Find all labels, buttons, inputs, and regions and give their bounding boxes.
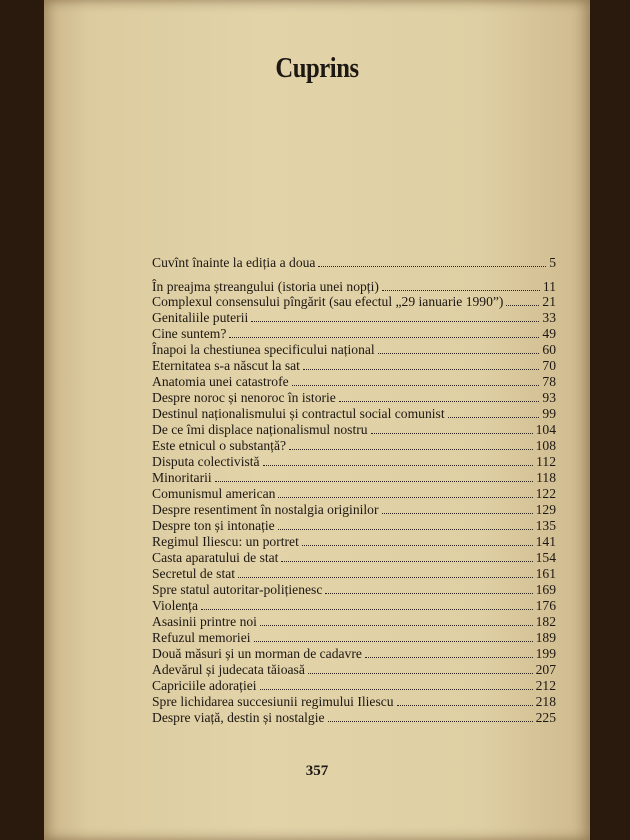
toc-leader-dots — [382, 503, 533, 514]
toc-leader-dots — [289, 439, 533, 450]
toc-leader-dots — [215, 471, 533, 482]
toc-entry — [152, 326, 556, 342]
toc-entry — [152, 550, 556, 566]
page-title: Cuprins — [275, 52, 359, 84]
toc-leader-dots — [302, 535, 533, 546]
toc-leader-dots — [339, 391, 540, 402]
toc-entry — [152, 582, 556, 598]
toc-entry — [152, 678, 556, 694]
toc-entry-title: Regimul Iliescu: un portret — [152, 534, 299, 549]
toc-leader-dots — [328, 711, 533, 722]
toc-leader-dots — [371, 423, 533, 434]
toc-entry-title: Violența — [152, 598, 198, 613]
toc-entry-page: 135 — [535, 518, 556, 533]
toc-entry-page: 182 — [535, 614, 556, 629]
toc-entry — [152, 255, 556, 271]
toc-entry-title: Minoritarii — [152, 470, 212, 485]
toc-entry-title: Asasinii printre noi — [152, 614, 257, 629]
toc-entry-page: 5 — [549, 255, 556, 270]
toc-leader-dots — [397, 695, 533, 706]
toc-leader-dots — [448, 407, 540, 418]
toc-entry-page: 78 — [542, 374, 556, 389]
toc-leader-dots — [201, 599, 533, 610]
toc-entry-page: 218 — [535, 694, 556, 709]
toc-entry — [152, 646, 556, 662]
toc-entry-page: 33 — [542, 310, 556, 325]
toc-entry-page: 141 — [535, 534, 556, 549]
toc-entry-page: 118 — [536, 470, 556, 485]
toc-entry — [152, 279, 556, 295]
toc-leader-dots — [318, 256, 546, 267]
toc-entry-page: 21 — [542, 294, 556, 309]
toc-entry — [152, 358, 556, 374]
page-number: 357 — [305, 763, 329, 779]
toc-entry-title: Două măsuri și un morman de cadavre — [152, 646, 362, 661]
toc-entry — [152, 310, 556, 326]
toc-entry-title: Despre resentiment în nostalgia originilor — [152, 502, 379, 517]
toc-leader-dots — [292, 375, 540, 386]
toc-entry-title: Casta aparatului de stat — [152, 550, 279, 565]
toc-leader-dots — [308, 663, 533, 674]
toc-entry-page: 154 — [535, 550, 556, 565]
toc-entry-page: 161 — [535, 566, 556, 581]
book-page — [44, 0, 590, 840]
toc-entry-title: Complexul consensului pîngărit (sau efectul „29 ianuarie 1990”) — [152, 294, 504, 309]
toc-entry-page: 207 — [535, 662, 556, 677]
toc-entry — [152, 486, 556, 502]
toc-entry-page: 212 — [535, 678, 556, 693]
toc-leader-dots — [278, 487, 532, 498]
toc-leader-dots — [506, 295, 539, 306]
toc-entry-page: 70 — [542, 358, 556, 373]
toc-entry — [152, 614, 556, 630]
toc-entry — [152, 518, 556, 534]
toc-entry-title: Eternitatea s-a născut la sat — [152, 358, 300, 373]
toc-entry-title: Cine suntem? — [152, 326, 227, 341]
toc-entry — [152, 630, 556, 646]
toc-entry-page: 49 — [542, 326, 556, 341]
toc-entry-title: Despre noroc și nenoroc în istorie — [152, 390, 336, 405]
toc-entry — [152, 502, 556, 518]
toc-entry-title: Refuzul memoriei — [152, 630, 251, 645]
toc-entry — [152, 422, 556, 438]
toc-entry-page: 122 — [535, 486, 556, 501]
toc-entry-title: Înapoi la chestiunea specificului național — [152, 342, 375, 357]
toc-leader-dots — [251, 311, 539, 322]
toc-entry-page: 108 — [535, 438, 556, 453]
toc-entry — [152, 406, 556, 422]
toc-leader-dots — [278, 519, 533, 530]
toc-entry — [152, 342, 556, 358]
toc-entry-page: 169 — [535, 582, 556, 597]
toc-entry-page: 189 — [535, 630, 556, 645]
toc-entry-title: Disputa colectivistă — [152, 454, 260, 469]
toc-entry-title: Spre lichidarea succesiunii regimului Iliescu — [152, 694, 394, 709]
toc-entry-page: 225 — [535, 710, 556, 725]
toc-entry — [152, 390, 556, 406]
toc-entry — [152, 710, 556, 726]
toc-leader-dots — [365, 647, 533, 658]
toc-entry-title: De ce îmi displace naționalismul nostru — [152, 422, 368, 437]
toc-entry-title: Destinul naționalismului și contractul social comunist — [152, 406, 445, 421]
toc-entry-title: În preajma ștreangului (istoria unei nopți) — [152, 279, 379, 294]
toc-entry-page: 104 — [535, 422, 556, 437]
toc-entry — [152, 374, 556, 390]
toc-entry-page: 93 — [542, 390, 556, 405]
toc-entry-title: Spre statul autoritar-polițienesc — [152, 582, 323, 597]
toc-entry-title: Secretul de stat — [152, 566, 236, 581]
toc-entry — [152, 438, 556, 454]
toc-leader-dots — [303, 359, 539, 370]
toc-entry — [152, 534, 556, 550]
toc-entry-title: Comunismul american — [152, 486, 276, 501]
toc-entry-title: Genitaliile puterii — [152, 310, 249, 325]
toc-leader-dots — [260, 615, 533, 626]
toc-leader-dots — [325, 583, 532, 594]
toc-entry-title: Capriciile adorației — [152, 678, 257, 693]
toc-entry — [152, 470, 556, 486]
toc-entry — [152, 694, 556, 710]
toc-entry — [152, 294, 556, 310]
toc-leader-dots — [263, 455, 534, 466]
toc-leader-dots — [382, 280, 540, 291]
toc-leader-dots — [378, 343, 540, 354]
toc-entry-title: Anatomia unei catastrofe — [152, 374, 289, 389]
toc-entry-title: Adevărul și judecata tăioasă — [152, 662, 305, 677]
toc-entry — [152, 598, 556, 614]
toc-entry-page: 129 — [535, 502, 556, 517]
toc-entry-page: 60 — [542, 342, 556, 357]
toc-entry — [152, 454, 556, 470]
toc-entry-title: Este etnicul o substanță? — [152, 438, 287, 453]
toc-entry-page: 199 — [535, 646, 556, 661]
toc-entry-page: 99 — [542, 406, 556, 421]
toc-entry-page: 112 — [536, 454, 556, 469]
toc-leader-dots — [260, 679, 533, 690]
toc-entry — [152, 662, 556, 678]
toc-entry-title: Despre viață, destin și nostalgie — [152, 710, 325, 725]
toc-leader-dots — [229, 327, 539, 338]
toc-entry-title: Cuvînt înainte la ediția a doua — [152, 255, 316, 270]
toc-entry-page: 11 — [542, 279, 556, 294]
toc-leader-dots — [281, 551, 532, 562]
toc-leader-dots — [254, 631, 533, 642]
toc-entry — [152, 566, 556, 582]
toc-leader-dots — [238, 567, 533, 578]
toc-entry-title: Despre ton și intonație — [152, 518, 275, 533]
toc-entry-page: 176 — [535, 598, 556, 613]
